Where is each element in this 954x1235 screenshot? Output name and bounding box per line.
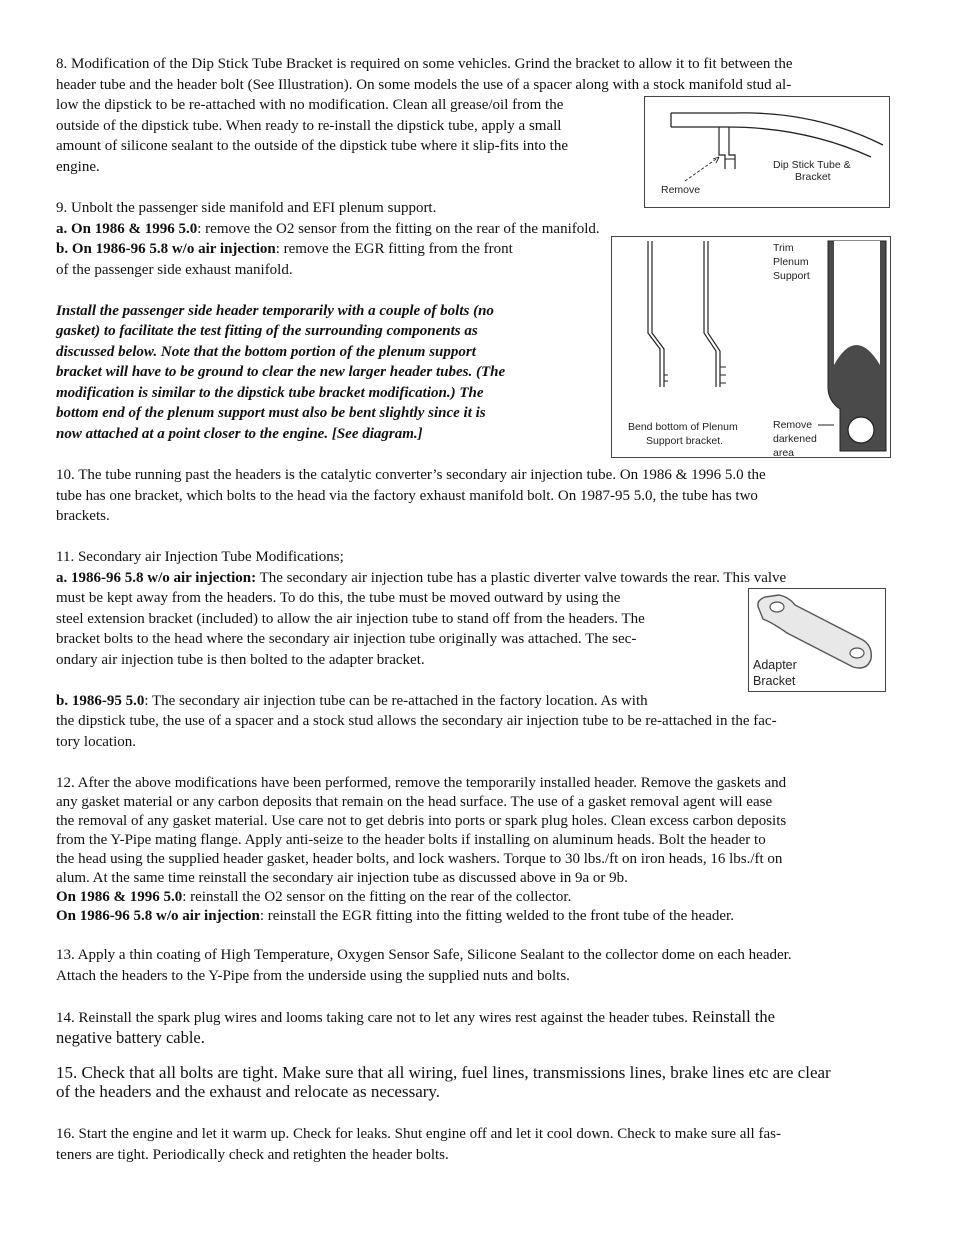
step-9-text [56, 198, 600, 444]
step-8-line: 8. Modification of the Dip Stick Tube Bracket is required on some vehicles. Grind the bracket to allow it to fit between the [56, 56, 793, 72]
step-9a-text: : remove the O2 sensor from the fitting on the rear of the manifold. [197, 220, 600, 237]
remove-area-label-line3: area [773, 447, 795, 456]
step-12-o2-label: On 1986 & 1996 5.0 [56, 889, 183, 905]
remove-label: Remove [661, 184, 701, 196]
step-12-line: from the Y-Pipe mating flange. Apply anti-seize to the header bolts if installing on aluminum heads. Bolt the header to [56, 832, 766, 848]
step-9a-label: a. On 1986 & 1996 5.0 [56, 220, 198, 237]
trim-label-line2: Plenum [773, 256, 809, 268]
plenum-support-figure [611, 236, 891, 458]
step-12-egr [56, 907, 786, 926]
step-11a-label: a. 1986-96 5.8 w/o air injection: [56, 569, 257, 586]
step-13-line: 13. Apply a thin coating of High Temperature, Oxygen Sensor Safe, Silicone Sealant to the collector dome on each header. [56, 947, 792, 963]
spacer [56, 280, 600, 301]
step-11b-line: tory location. [56, 733, 136, 750]
step-9-note-line: bracket will have to be ground to clear the new larger header tubes. (The [56, 364, 506, 380]
step-9-note-line: now attached at a point closer to the engine. [See diagram.] [56, 425, 423, 442]
step-11-intro: 11. Secondary air Injection Tube Modifications; [56, 549, 344, 565]
step-11a [56, 568, 786, 589]
step-12-line: any gasket material or any carbon deposits that remain on the head surface. The use of a gasket removal agent will ease [56, 794, 773, 810]
step-9b [56, 239, 600, 260]
step-15-line: 15. Check that all bolts are tight. Make sure that all wiring, fuel lines, transmissions lines, brake lines etc are clear [56, 1063, 831, 1082]
step-9-note-line: Install the passenger side header temporarily with a couple of bolts (no [56, 302, 494, 319]
step-13-text [56, 945, 792, 986]
bend-label-line1: Bend bottom of Plenum [628, 421, 738, 433]
dipstick-bracket-label-line1: Dip Stick Tube & [773, 159, 851, 171]
dipstick-bracket-label-line2: Bracket [795, 171, 831, 183]
step-9-note-line: discussed below. Note that the bottom portion of the plenum support [56, 343, 476, 360]
step-12-line: 12. After the above modifications have been performed, remove the temporarily installed header. Remove the gaskets and [56, 775, 787, 791]
step-14-part2: Reinstall the [687, 1007, 775, 1026]
spacer [56, 670, 786, 691]
step-8-line: engine. [56, 158, 100, 175]
step-16-line: teners are tight. Periodically check and retighten the header bolts. [56, 1146, 449, 1163]
step-11a-line: steel extension bracket (included) to allow the air injection tube to stand off from the headers. The [56, 610, 645, 627]
step-11a-line: must be kept away from the headers. To do this, the tube must be moved outward by using the [56, 590, 621, 606]
step-11a-text: The secondary air injection tube has a plastic diverter valve towards the rear. This valve [256, 569, 787, 586]
step-16-text [56, 1124, 781, 1165]
adapter-label-line1: Adapter [753, 658, 797, 672]
step-15-line: of the headers and the exhaust and relocate as necessary. [56, 1082, 441, 1101]
bend-label-line2: Support bracket. [646, 435, 724, 447]
step-11b-line: the dipstick tube, the use of a spacer and a stock stud allows the secondary air injection tube to be re-attached in the fac- [56, 713, 777, 729]
step-9b-label: b. On 1986-96 5.8 w/o air injection [56, 241, 276, 257]
step-9-note-line: modification is similar to the dipstick tube bracket modification.) The [56, 384, 484, 401]
trim-label-line1: Trim [773, 242, 794, 254]
step-8-line: low the dipstick to be re-attached with no modification. Clean all grease/oil from the [56, 97, 564, 113]
step-14-part1: 14. Reinstall the spark plug wires and looms taking care not to let any wires rest against the header tubes. [56, 1010, 688, 1026]
step-12-egr-text: : reinstall the EGR fitting into the fitting welded to the front tube of the header. [259, 908, 734, 924]
step-11a-line: ondary air injection tube is then bolted to the adapter bracket. [56, 651, 425, 668]
step-16-line: 16. Start the engine and let it warm up. Check for leaks. Shut engine off and let it cool down. Check to make sure all fas- [56, 1126, 781, 1142]
remove-area-label-line2: darkened [773, 433, 817, 445]
adapter-bracket-figure [748, 588, 886, 692]
step-15-text [56, 1063, 831, 1101]
step-11b-label: b. 1986-95 5.0 [56, 692, 145, 709]
step-11b [56, 691, 786, 712]
step-14-line [56, 1007, 775, 1028]
step-8-line: amount of silicone sealant to the outside of the dipstick tube where it slip-fits into the [56, 138, 568, 154]
step-9-intro: 9. Unbolt the passenger side manifold and EFI plenum support. [56, 200, 437, 216]
step-13-line: Attach the headers to the Y-Pipe from the underside using the supplied nuts and bolts. [56, 967, 570, 984]
step-12-line: the removal of any gasket material. Use care not to get debris into ports or spark plug holes. Clean excess carbon deposits [56, 813, 787, 829]
step-12-egr-label: On 1986-96 5.8 w/o air injection [56, 908, 260, 924]
step-9b-text: : remove the EGR fitting from the front [275, 241, 513, 257]
step-8-line: outside of the dipstick tube. When ready to re-install the dipstick tube, apply a small [56, 117, 562, 134]
step-9-note-line: gasket) to facilitate the test fitting of the surrounding components as [56, 323, 478, 339]
step-12-o2-text: : reinstall the O2 sensor on the fitting on the rear of the collector. [182, 889, 572, 905]
step-9-note-line: bottom end of the plenum support must also be bent slightly since it is [56, 405, 486, 421]
step-10-text [56, 465, 766, 527]
step-10-line: tube has one bracket, which bolts to the head via the factory exhaust manifold bolt. On 1987-95 5.0, the tube has two [56, 487, 758, 504]
step-10-line: 10. The tube running past the headers is the catalytic converter’s secondary air injection tube. On 1986 & 1996 5.0 the [56, 467, 766, 483]
step-9b-cont: of the passenger side exhaust manifold. [56, 261, 293, 278]
step-12-line: alum. At the same time reinstall the secondary air injection tube as discussed above in 9a or 9b. [56, 870, 628, 886]
step-12-line: the head using the supplied header gasket, header bolts, and lock washers. Torque to 30 lbs./ft on iron heads, 16 lbs./ft on [56, 851, 783, 867]
step-8-line: header tube and the header bolt (See Illustration). On some models the use of a spacer along with a stock manifold stud al- [56, 76, 792, 93]
step-14-part3: negative battery cable. [56, 1028, 205, 1047]
step-10-line: brackets. [56, 508, 110, 524]
trim-label-line3: Support [773, 270, 810, 282]
step-9a [56, 219, 600, 240]
step-11a-line: bracket bolts to the head where the secondary air injection tube originally was attached. The sec- [56, 631, 637, 647]
step-11b-text: : The secondary air injection tube can be re-attached in the factory location. As with [144, 692, 648, 709]
step-12-o2 [56, 888, 786, 907]
dipstick-bracket-figure [644, 96, 890, 208]
step-12-text [56, 774, 786, 926]
step-11-text [56, 547, 786, 752]
step-14-text [56, 1007, 775, 1047]
remove-area-label-line1: Remove [773, 419, 813, 431]
adapter-label-line2: Bracket [753, 674, 796, 688]
